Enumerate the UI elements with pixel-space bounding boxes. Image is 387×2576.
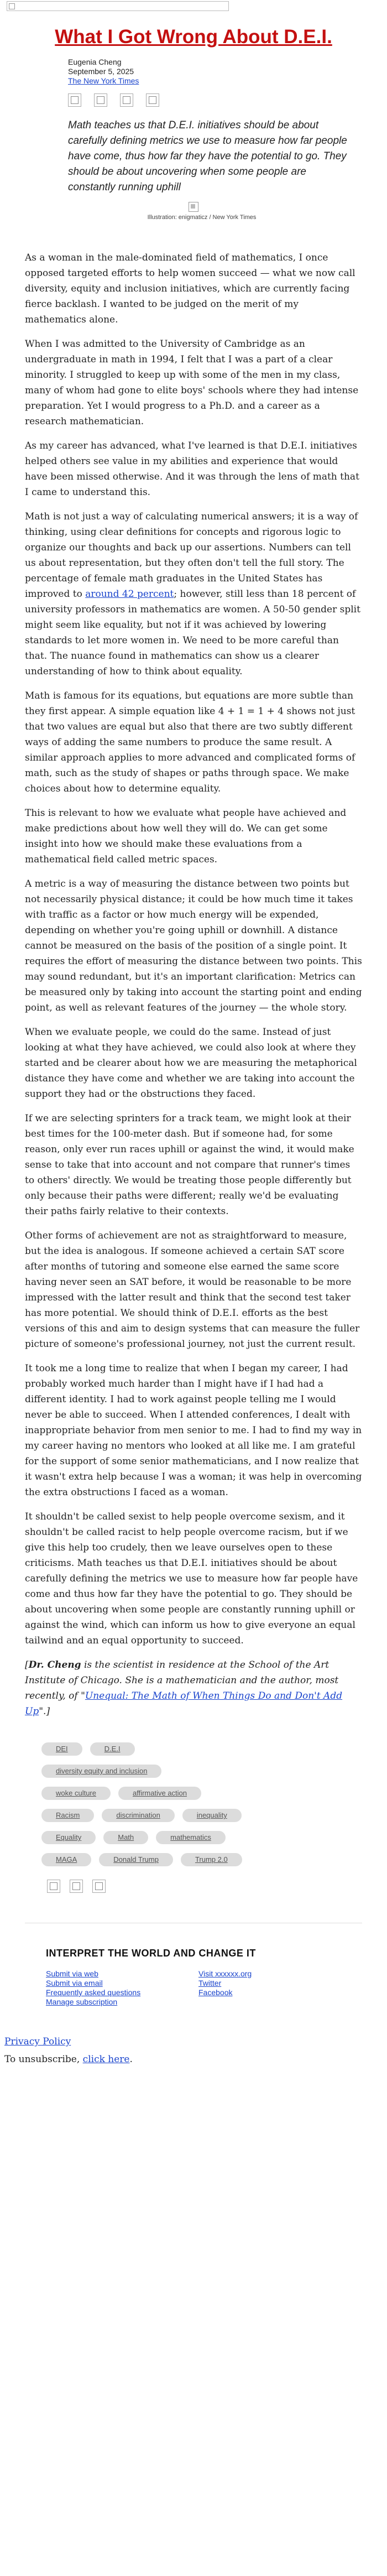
share-row <box>25 93 362 108</box>
bio-name: Dr. Cheng <box>28 1659 81 1671</box>
submit-email-link[interactable]: Submit via email <box>46 1979 103 1987</box>
facebook-share-icon[interactable] <box>68 93 81 107</box>
footer-heading: INTERPRET THE WORLD AND CHANGE IT <box>46 1948 256 1959</box>
visit-site-link[interactable]: Visit xxxxxx.org <box>198 1969 252 1978</box>
article-body <box>25 221 362 1719</box>
tag-row <box>41 1742 362 1756</box>
faq-link[interactable]: Frequently asked questions <box>46 1988 141 1997</box>
author-bio <box>25 1657 362 1719</box>
tag[interactable]: Equality <box>41 1831 96 1844</box>
print-share-icon[interactable] <box>146 93 159 107</box>
paragraph: If we are selecting sprinters for a track team, we might look at their best times for the 100-meter dash. But if someone had, for some reason, only ever run races uphill or against the wind, it would make sense to take that into account and not compare that runner's times to others' directly. We would be treating those people differently but only because their paths were different; really we'd be evaluating their paths fairly relative to their contexts. <box>25 1113 354 1217</box>
paragraph: When we evaluate people, we could do the same. Instead of just looking at what they have achieved, we could also look at where they started and be clearer about how we are measuring the metaphorical distance they have come and whether we are taking into account the support they had or the obstructions they faced. <box>25 1027 357 1100</box>
twitter-share-icon[interactable] <box>70 1880 83 1893</box>
facebook-share-icon[interactable] <box>47 1880 60 1893</box>
tag[interactable]: woke culture <box>41 1787 111 1800</box>
twitter-share-icon[interactable] <box>94 93 107 107</box>
tag[interactable]: affirmative action <box>118 1787 201 1800</box>
tag[interactable]: mathematics <box>156 1831 226 1844</box>
bio-bracket: [ <box>25 1659 29 1671</box>
email-share-icon[interactable] <box>120 93 133 107</box>
manage-subscription-link[interactable]: Manage subscription <box>46 1997 118 2006</box>
tag[interactable]: discrimination <box>102 1809 174 1822</box>
tag-row <box>41 1809 362 1822</box>
publish-date: September 5, 2025 <box>68 67 134 76</box>
paragraph-text: ; however, still less than 18 percent of university professors in mathematics are women. A 50-50 gender split might seem like equality, but not if it was achieved by lowering standards to let more women in. We need to be more careful than that. The nuance found in mathematics can show us a clearer understanding of how to think about equality. <box>25 589 360 677</box>
paragraph: Other forms of achievement are not as straightforward to measure, but the idea is analogous. If someone achieved a certain SAT score after months of tutoring and someone else earned the same score having never seen an SAT before, it would be reasonable to be more impressed with the latter result and think that the second test taker has more potential. We should think of D.E.I. efforts as the best versions of this and aim to design systems that can measure the fuller picture of someone's professional journey, not just the current result. <box>25 1230 360 1350</box>
paragraph: As a woman in the male-dominated field of mathematics, I once opposed targeted efforts to help women succeed — what we now call diversity, equity and inclusion initiatives, which are currently facing fierce backlash. I wanted to be judged on the merit of my mathematics alone. <box>25 252 355 325</box>
paragraph: As my career has advanced, what I've learned is that D.E.I. initiatives helped others see value in my abilities and experience that would have been missed otherwise. And it was through the lens of math that I came to understand this. <box>25 440 359 498</box>
email-legal <box>0 2023 387 2065</box>
publication-link[interactable]: The New York Times <box>68 76 139 85</box>
bio-text: is the scientist in residence at the School of the Art Institute of Chicago. She is a mathematician and the author, most recently, of " <box>25 1659 339 1701</box>
footer-links <box>46 1969 351 2007</box>
unsubscribe-link[interactable]: click here <box>82 2054 130 2065</box>
tag[interactable]: MAGA <box>41 1853 91 1866</box>
author-name: Eugenia Cheng <box>68 58 122 66</box>
illustration <box>25 202 362 221</box>
bio-close: ".] <box>39 1706 50 1717</box>
paragraph: It shouldn't be called sexist to help people overcome sexism, and it shouldn't be called racist to help people overcome racism, but if we give this help too crudely, then we leave ourselves open to these criticisms. Math teaches us that D.E.I. initiatives should be about carefully defining the metrics we use to measure how far people have come and thus how far they have the potential to go. They should be about uncovering when some people are constantly running uphill or against the wind, which can inform us how to give everyone an equal tailwind and an equal opportunity to succeed. <box>25 1511 358 1646</box>
footer-links-right <box>198 1969 351 2007</box>
paragraph: It took me a long time to realize that when I began my career, I had probably worked much harder than I might have if I had had a different identity. I had to work against people telling me I would never be able to succeed. When I attended conferences, I dealt with inappropriate behavior from men senior to me. I had to find my way in my career having no mentors who looked at all like me. I am grateful for the support of some senior mathematicians, and I now realize that it wasn't extra help because I was a woman; it was help in overcoming the extra obstructions I faced as a woman. <box>25 1363 362 1498</box>
banner-image-icon <box>7 1 229 11</box>
article-header <box>25 12 362 221</box>
byline <box>25 58 362 86</box>
twitter-link[interactable]: Twitter <box>198 1979 222 1987</box>
statistic-link[interactable]: around 42 percent <box>85 589 174 600</box>
tag[interactable]: D.E.I <box>90 1742 135 1756</box>
paragraph: This is relevant to how we evaluate what people have achieved and make predictions about how well they will do. We can get some insight into how we should make these evaluations from a mathematical field called metric spaces. <box>25 808 347 865</box>
book-link[interactable]: Unequal: The Math of When Things Do and Don't Add Up <box>25 1690 343 1717</box>
tag[interactable]: Math <box>103 1831 148 1844</box>
tag[interactable]: Racism <box>41 1809 94 1822</box>
paragraph-text: Math is not just a way of calculating numerical answers; it is a way of thinking, using clear definitions for concepts and rigorous logic to organize our thoughts and back up our assertions. Numbers can tell us about representation, but they often don't tell the full story. The percentage of female math graduates in the United States has improved to <box>25 511 358 600</box>
paragraph: Math is famous for its equations, but equations are more subtle than they first appear. A simple equation like 4 + 1 = 1 + 4 shows not just that two values are equal but also that there are two subtly different ways of adding the same numbers to produce the same result. A similar approach applies to more advanced and complicated forms of math, such as the study of shapes or paths through space. We make choices about how to determine equality. <box>25 690 355 794</box>
submit-web-link[interactable]: Submit via web <box>46 1969 98 1978</box>
tag-list <box>25 1728 362 1866</box>
unsubscribe-end: . <box>129 2054 133 2065</box>
top-banner <box>0 0 387 12</box>
tag[interactable]: Trump 2.0 <box>181 1853 242 1866</box>
footer-links-left <box>46 1969 198 2007</box>
tag-row <box>41 1831 362 1844</box>
facebook-link[interactable]: Facebook <box>198 1988 233 1997</box>
tag-row <box>41 1853 362 1866</box>
illustration-caption: Illustration: enigmaticz / New York Times <box>147 214 257 221</box>
bottom-share-row <box>25 1875 362 1896</box>
article <box>25 12 362 2023</box>
privacy-policy-link[interactable]: Privacy Policy <box>4 2036 71 2047</box>
email-share-icon[interactable] <box>92 1880 106 1893</box>
tag[interactable]: DEI <box>41 1742 82 1756</box>
paragraph: A metric is a way of measuring the distance between two points but not necessarily physical distance; it could be how much time it takes with traffic as a factor or how much energy will be expended, depending on whether you're going uphill or downhill. A distance cannot be measured on the basis of the position of a single point. It requires the effort of measuring the distance between two points. This may sound redundant, but it's an important clarification: Metrics can be measured only by taking into account the starting point and ending point, as well as relevant features of the journey — the whole story. <box>25 878 362 1013</box>
pull-quote: Math teaches us that D.E.I. initiatives should be about carefully defining metrics we use to measure how far people have come, thus how far they have the potential to go. They should be about uncovering when some people are constantly running uphill <box>68 119 347 193</box>
tag[interactable]: diversity equity and inclusion <box>41 1765 161 1778</box>
paragraph <box>25 509 362 679</box>
article-title[interactable]: What I Got Wrong About D.E.I. <box>55 26 332 48</box>
unsubscribe-text: To unsubscribe, <box>4 2054 83 2065</box>
paragraph: When I was admitted to the University of Cambridge as an undergraduate in math in 1994, I felt that I was a part of a clear minority. I struggled to keep up with some of the men in my class, many of whom had gone to elite boys' schools where they had intense preparation. Yet I would progress to a Ph.D. and a career as a research mathematician. <box>25 339 359 427</box>
tag[interactable]: Donald Trump <box>99 1853 173 1866</box>
tag[interactable]: inequality <box>182 1809 242 1822</box>
unsubscribe-line <box>4 2053 387 2065</box>
tag-row <box>41 1765 362 1778</box>
newsletter-footer <box>25 1923 362 2023</box>
illustration-image-icon <box>189 202 198 212</box>
tag-row <box>41 1787 362 1800</box>
